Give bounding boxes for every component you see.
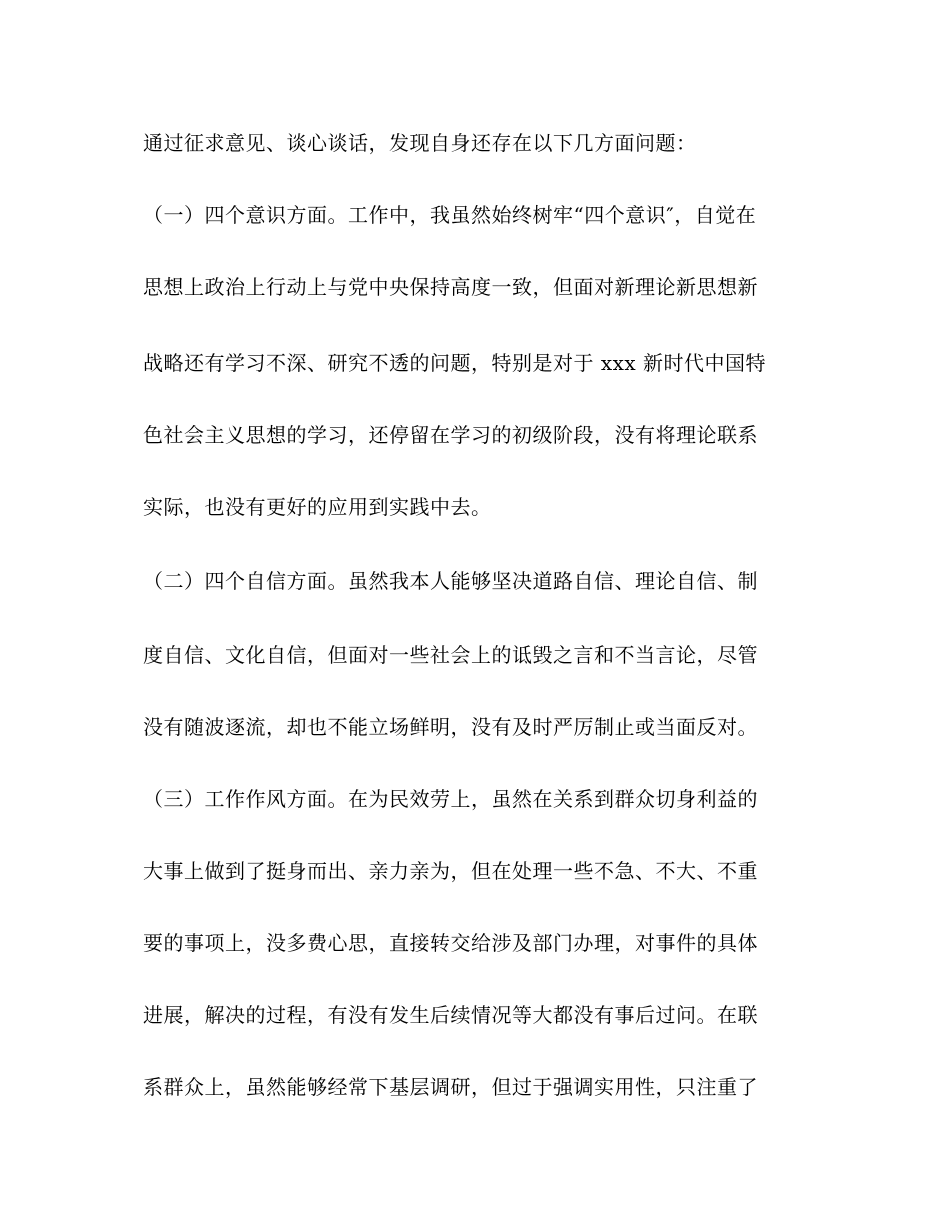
paragraph-line: 没有随波逐流，却也不能立场鲜明，没有及时严厉制止或当面反对。 bbox=[143, 715, 758, 739]
paragraph-line: 要的事项上，没多费心思，直接转交给涉及部门办理，对事件的具体 bbox=[143, 931, 758, 955]
paragraph-line: （一）四个意识方面。工作中，我虽然始终树牢“四个意识″，自觉在 bbox=[143, 203, 757, 227]
paragraph-line: （三）工作作风方面。在为民效劳上，虽然在关系到群众切身利益的 bbox=[143, 787, 758, 811]
paragraph-line: 实际，也没有更好的应用到实践中去。 bbox=[143, 495, 492, 519]
paragraph-line: 度自信、文化自信，但面对一些社会上的诋毁之言和不当言论，尽管 bbox=[143, 643, 758, 667]
paragraph-line: 通过征求意见、谈心谈话，发现自身还存在以下几方面问题： bbox=[143, 131, 697, 155]
paragraph-line: 思想上政治上行动上与党中央保持高度一致，但面对新理论新思想新 bbox=[143, 275, 758, 299]
paragraph-line: 大事上做到了挺身而出、亲力亲为，但在处理一些不急、不大、不重 bbox=[143, 859, 758, 883]
paragraph-line: （二）四个自信方面。虽然我本人能够坚决道路自信、理论自信、制 bbox=[143, 569, 758, 593]
paragraph-line: 系群众上，虽然能够经常下基层调研，但过于强调实用性，只注重了 bbox=[143, 1075, 758, 1099]
paragraph-line: 战略还有学习不深、研究不透的问题，特别是对于 xxx 新时代中国特 bbox=[143, 351, 767, 375]
paragraph-line: 色社会主义思想的学习，还停留在学习的初级阶段，没有将理论联系 bbox=[143, 423, 758, 447]
paragraph-line: 进展，解决的过程，有没有发生后续情况等大都没有事后过问。在联 bbox=[143, 1003, 758, 1027]
